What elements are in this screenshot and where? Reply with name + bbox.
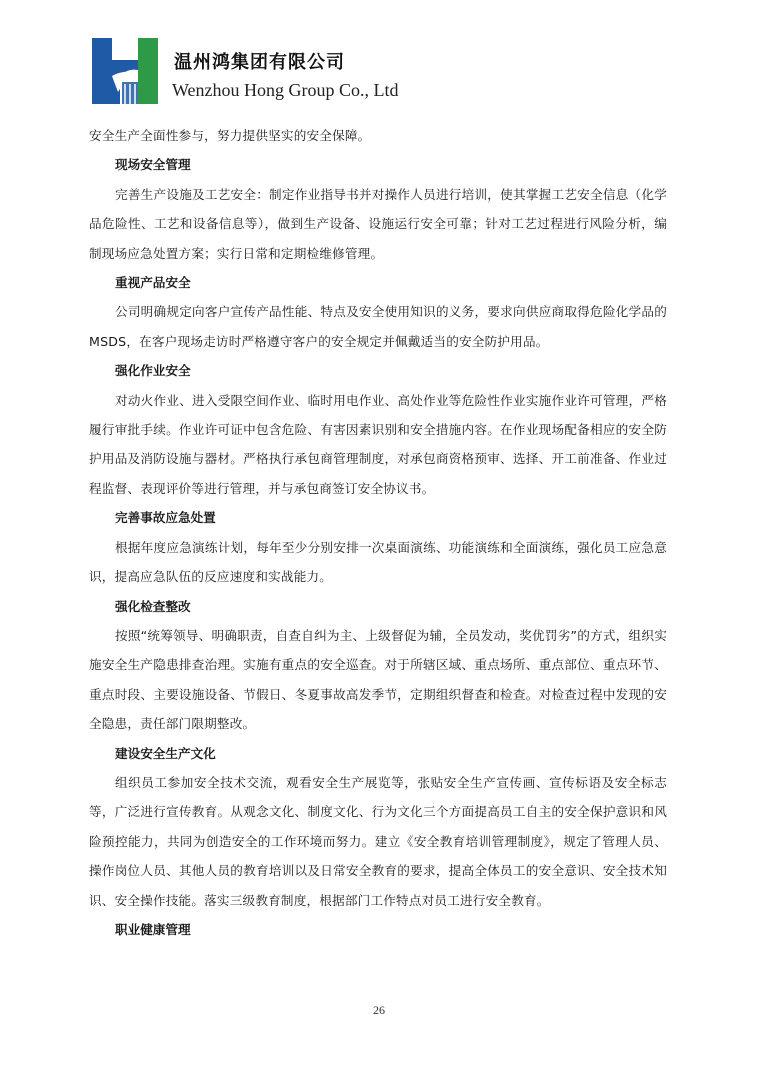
page-header [92, 38, 692, 104]
section-body-site-safety: 完善生产设施及工艺安全：制定作业指导书并对操作人员进行培训，使其掌握工艺安全信息（化学品危险性、工艺和设备信息等），做到生产设备、设施运行安全可靠；针对工艺过程进行风险分析，编制现场应急处置方案；实行日常和定期检维修管理。 [89, 186, 667, 261]
company-name-cn: 温州鸿集团有限公司 [174, 52, 345, 73]
section-body-work-safety: 对动火作业、进入受限空间作业、临时用电作业、高处作业等危险性作业实施作业许可管理，严格履行审批手续。作业许可证中包含危险、有害因素识别和安全措施内容。在作业现场配备相应的安全防护用品及消防设施与器材。严格执行承包商管理制度，对承包商资格预审、选择、开工前准备、作业过程监督、表现评价等进行管理，并与承包商签订安全协议书。 [89, 392, 667, 496]
section-heading-product-safety: 重视产品安全 [115, 275, 191, 291]
section-heading-inspection: 强化检查整改 [115, 598, 191, 614]
section-body-safety-culture: 组织员工参加安全技术交流，观看安全生产展览等，张贴安全生产宣传画、宣传标语及安全标志等，广泛进行宣传教育。从观念文化、制度文化、行为文化三个方面提高员工自主的安全保护意识和风险预控能力，共同为创造安全的工作环境而努力。建立《安全教育培训管理制度》，规定了管理人员、操作岗位人员、其他人员的教育培训以及日常安全教育的要求，提高全体员工的安全意识、安全技术知识、安全操作技能。落实三级教育制度，根据部门工作特点对员工进行安全教育。 [89, 774, 667, 908]
lead-paragraph: 安全生产全面性参与，努力提供坚实的安全保障。 [89, 128, 371, 143]
section-body-product-safety: 公司明确规定向客户宣传产品性能、特点及安全使用知识的义务，要求向供应商取得危险化学品的MSDS，在客户现场走访时严格遵守客户的安全规定并佩戴适当的安全防护用品。 [89, 304, 667, 349]
section-heading-site-safety: 现场安全管理 [115, 157, 191, 173]
section-body-emergency: 根据年度应急演练计划，每年至少分别安排一次桌面演练、功能演练和全面演练，强化员工应急意识，提高应急队伍的反应速度和实战能力。 [89, 539, 667, 585]
document-body [89, 121, 667, 944]
section-heading-emergency: 完善事故应急处置 [115, 510, 216, 526]
company-logo [92, 38, 158, 104]
section-heading-safety-culture: 建设安全生产文化 [115, 745, 216, 761]
page-number: 26 [373, 1003, 385, 1017]
section-heading-work-safety: 强化作业安全 [115, 363, 191, 379]
section-heading-occupational-health: 职业健康管理 [115, 921, 191, 937]
company-name-en: Wenzhou Hong Group Co., Ltd [172, 80, 399, 100]
section-body-inspection: 按照“统筹领导、明确职责，自查自纠为主、上级督促为辅，全员发动，奖优罚劣”的方式，组织实施安全生产隐患排查治理。实施有重点的安全巡查。对于所辖区域、重点场所、重点部位、重点环节、重点时段、主要设施设备、节假日、冬夏事故高发季节，定期组织督查和检查。对检查过程中发现的安全隐患，责任部门限期整改。 [89, 627, 667, 732]
